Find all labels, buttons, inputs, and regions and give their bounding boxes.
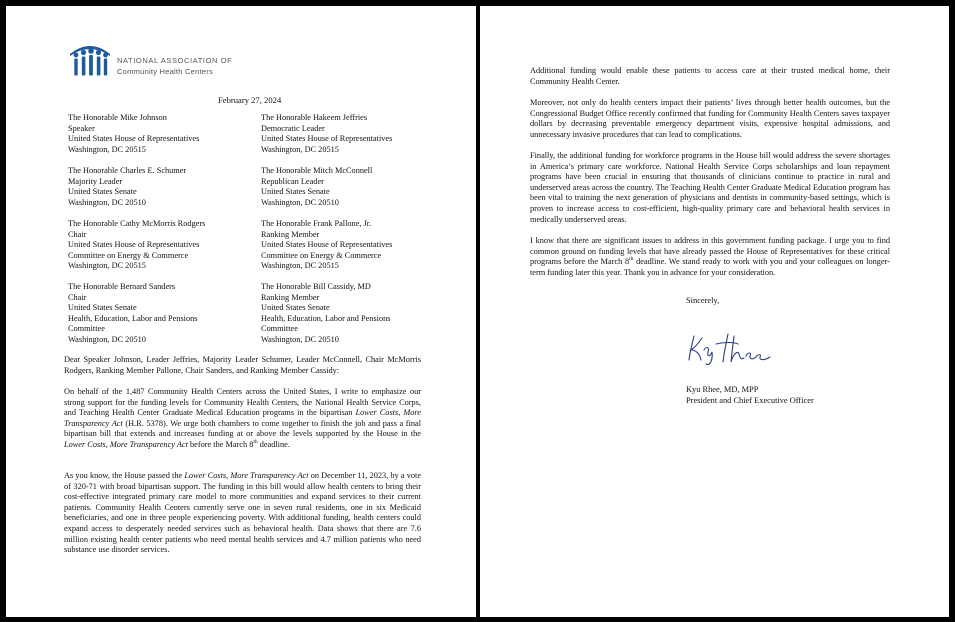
signer-name: Kyu Rhee, MD, MPP xyxy=(686,385,759,394)
recipient-rodgers: The Honorable Cathy McMorris Rodgers Chair United States House of Representatives Committee on Energy & Commerce Washington, DC 20515 xyxy=(68,219,206,270)
recipient-pallone: The Honorable Frank Pallone, Jr. Ranking Member United States House of Representatives Committee on Energy & Commerce Washington, DC 20515 xyxy=(261,219,393,270)
paragraph-6: I know that there are significant issues to address in this government funding package. I urge you to find common ground on funding levels that have already passed the House of Representatives for these critical programs before the March 8th deadline. We stand ready to work with you and your colleagues on longer-term funding later this year. Thank you in advance for your consideration. xyxy=(530,236,890,277)
paragraph-2: As you know, the House passed the Lower Costs, More Transparency Act on December 11, 2023, by a vote of 320-71 with broad bipartisan support. The funding in this bill would allow health centers to bring their cost-effective integrated primary care model to more communities and expand services to their current patients. Community Health Centers currently serve one in seven rural residents, one in six Medicaid beneficiaries, and one in three people experiencing poverty. With additional funding, health centers could expand access to desperately needed services such as behavioral health. Data shows that there are 7.6 million existing health center patients who need mental health services and 4.7 million patients who need substance use disorder services. xyxy=(64,471,421,555)
signer-title: President and Chief Executive Officer xyxy=(686,395,814,405)
signature-icon xyxy=(686,330,776,366)
paragraph-3: Additional funding would enable these patients to access care at their trusted medical home, their Community Health Center. xyxy=(530,66,890,86)
people-logo-icon xyxy=(68,40,112,78)
signer-block xyxy=(686,385,814,406)
letter-date: February 27, 2024 xyxy=(218,95,282,105)
salutation: Dear Speaker Johnson, Leader Jeffries, Majority Leader Schumer, Leader McConnell, Chair McMorris Rodgers, Ranking Member Pallone, Chair Sanders, and Ranking Member Cassidy: xyxy=(64,355,421,375)
recipient-schumer: The Honorable Charles E. Schumer Majority Leader United States Senate Washington, DC 20510 xyxy=(68,166,187,207)
paragraph-5: Finally, the additional funding for workforce programs in the House bill would address the severe shortages in America’s primary care workforce. National Health Service Corps scholarships and loan repayment programs have been crucial in ensuring that thousands of clinicians continue to practice in rural and underserved areas across the country. The Teaching Health Center Graduate Medical Education program has been vital to training the next generation of physicians and dentists in community-based settings, which is proven to increase access to cost-efficient, high-quality primary care and behavioral health services in medically underserved areas. xyxy=(530,151,890,224)
paragraph-1: On behalf of the 1,487 Community Health Centers across the United States, I write to emphasize our strong support for the funding levels for Community Health Centers, the National Health Service Corps, and Teaching Health Center Graduate Medical Education programs in the bipartisan Lower Costs, More Transparency Act (H.R. 5378). We urge both chambers to come together to finish the job and pass a final bipartisan bill that extends and increases funding at or above the levels supported by the House in the Lower Costs, More Transparency Act before the March 8th deadline. xyxy=(64,387,422,449)
letter-page-1 xyxy=(6,6,476,617)
nachc-logo xyxy=(68,40,232,78)
recipient-johnson: The Honorable Mike Johnson Speaker United States House of Representatives Washington, DC 20515 xyxy=(68,113,200,154)
recipient-cassidy: The Honorable Bill Cassidy, MD Ranking Member United States Senate Health, Education, Labor and Pensions Committee Washington, DC 20510 xyxy=(261,282,391,344)
letter-page-2 xyxy=(480,6,949,617)
recipient-jeffries: The Honorable Hakeem Jeffries Democratic Leader United States House of Representatives Washington, DC 20515 xyxy=(261,113,393,154)
recipient-mcconnell: The Honorable Mitch McConnell Republican Leader United States Senate Washington, DC 20510 xyxy=(261,166,373,207)
recipient-sanders: The Honorable Bernard Sanders Chair United States Senate Health, Education, Labor and Pensions Committee Washington, DC 20510 xyxy=(68,282,198,344)
handwritten-signature xyxy=(686,330,776,371)
logo-line-2: Community Health Centers xyxy=(117,67,213,76)
logo-line-1: NATIONAL ASSOCIATION OF xyxy=(117,56,233,65)
paragraph-4: Moreover, not only do health centers impact their patients’ lives through better health outcomes, but the Congressional Budget Office recently confirmed that funding for Community Health Centers saves taxpayer dollars by decreasing preventable emergency department visits, expensive hospital admissions, and unnecessary invasive procedures that can lead to complications. xyxy=(530,98,890,139)
closing: Sincerely, xyxy=(686,296,720,305)
